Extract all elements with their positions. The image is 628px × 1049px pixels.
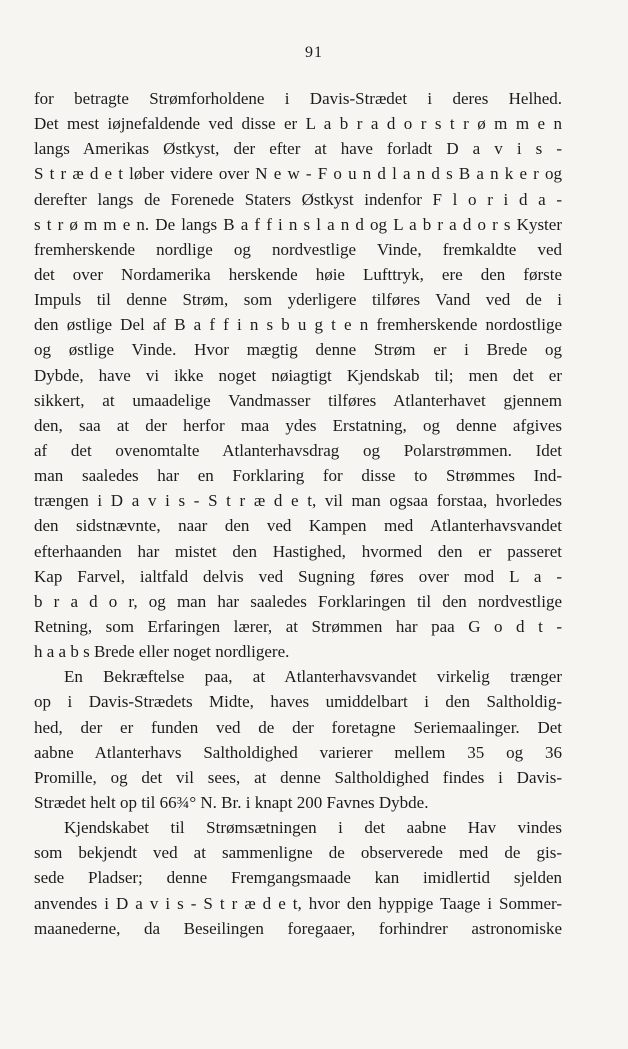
- text-line: fremherskende nordlige og nordvestlige Vinde, fremkaldte ved: [34, 239, 562, 259]
- text-line: Strædet helt op til 66¾° N. Br. i knapt 200 Favnes Dybde.: [34, 792, 429, 812]
- text-line: den, saa at der herfor maa ydes Erstatning, og denne afgives: [34, 415, 562, 435]
- text-line: S t r æ d e t løber videre over N e w - F o u n d l a n d s B a n k e r og: [34, 164, 562, 184]
- text-line: aabne Atlanterhavs Saltholdighed varierer mellem 35 og 36: [34, 742, 562, 762]
- text-line: Promille, og det vil sees, at denne Saltholdighed findes i Davis-: [34, 767, 562, 787]
- text-line: Impuls til denne Strøm, som yderligere tilføres Vand ved de i: [34, 290, 562, 310]
- body-text: [34, 86, 562, 941]
- text-line: Kap Farvel, ialtfald delvis ved Sugning føres over mod L a -: [34, 566, 562, 586]
- text-line: op i Davis-Strædets Midte, haves umiddelbart i den Saltholdig-: [34, 692, 562, 712]
- text-line: s t r ø m m e n. De langs B a f f i n s l a n d og L a b r a d o r s Kyster: [34, 214, 562, 234]
- text-line: Dybde, have vi ikke noget nøiagtigt Kjendskab til; men det er: [34, 365, 562, 385]
- text-line: langs Amerikas Østkyst, der efter at have forladt D a v i s -: [34, 139, 562, 159]
- text-line: Det mest iøjnefaldende ved disse er L a b r a d o r s t r ø m m e n: [34, 114, 562, 134]
- text-line: som bekjendt ved at sammenligne de observerede med de gis-: [34, 843, 562, 863]
- text-line: sikkert, at umaadelige Vandmasser tilføres Atlanterhavet gjennem: [34, 390, 562, 410]
- text-line: h a a b s Brede eller noget nordligere.: [34, 642, 290, 662]
- text-line: den østlige Del af B a f f i n s b u g t e n fremherskende nordostlige: [34, 315, 562, 335]
- text-line: derefter langs de Forenede Staters Østkyst indenfor F l o r i d a -: [34, 189, 562, 209]
- text-line: maanederne, da Beseilingen foregaaer, forhindrer astronomiske: [34, 918, 562, 938]
- text-line: efterhaanden har mistet den Hastighed, hvormed den er passeret: [34, 541, 562, 561]
- text-line: anvendes i D a v i s - S t r æ d e t, hvor den hyppige Taage i Sommer-: [34, 893, 562, 913]
- text-line: man saaledes har en Forklaring for disse to Strømmes Ind-: [34, 466, 562, 486]
- text-line: det over Nordamerika herskende høie Lufttryk, ere den første: [34, 264, 562, 284]
- text-line: af det ovenomtalte Atlanterhavsdrag og Polarstrømmen. Idet: [34, 440, 562, 460]
- text-line: Retning, som Erfaringen lærer, at Strømmen har paa G o d t -: [34, 616, 562, 636]
- text-line: Kjendskabet til Strømsætningen i det aabne Hav vindes: [64, 818, 562, 838]
- text-line: sede Pladser; denne Fremgangsmaade kan imidlertid sjelden: [34, 868, 562, 888]
- text-line: og østlige Vinde. Hvor mægtig denne Strøm er i Brede og: [34, 340, 562, 360]
- text-line: for betragte Strømforholdene i Davis-Strædet i deres Helhed.: [34, 89, 562, 108]
- text-line: den sidstnævnte, naar den ved Kampen med Atlanterhavsvandet: [34, 516, 562, 536]
- text-line: trængen i D a v i s - S t r æ d e t, vil man ogsaa forstaa, hvorledes: [34, 491, 562, 511]
- text-line: hed, der er funden ved de der foretagne Seriemaalinger. Det: [34, 717, 562, 737]
- page-number: 91: [305, 44, 323, 61]
- text-line: b r a d o r, og man har saaledes Forklaringen til den nordvestlige: [34, 591, 562, 611]
- text-line: En Bekræftelse paa, at Atlanterhavsvandet virkelig trænger: [64, 667, 562, 687]
